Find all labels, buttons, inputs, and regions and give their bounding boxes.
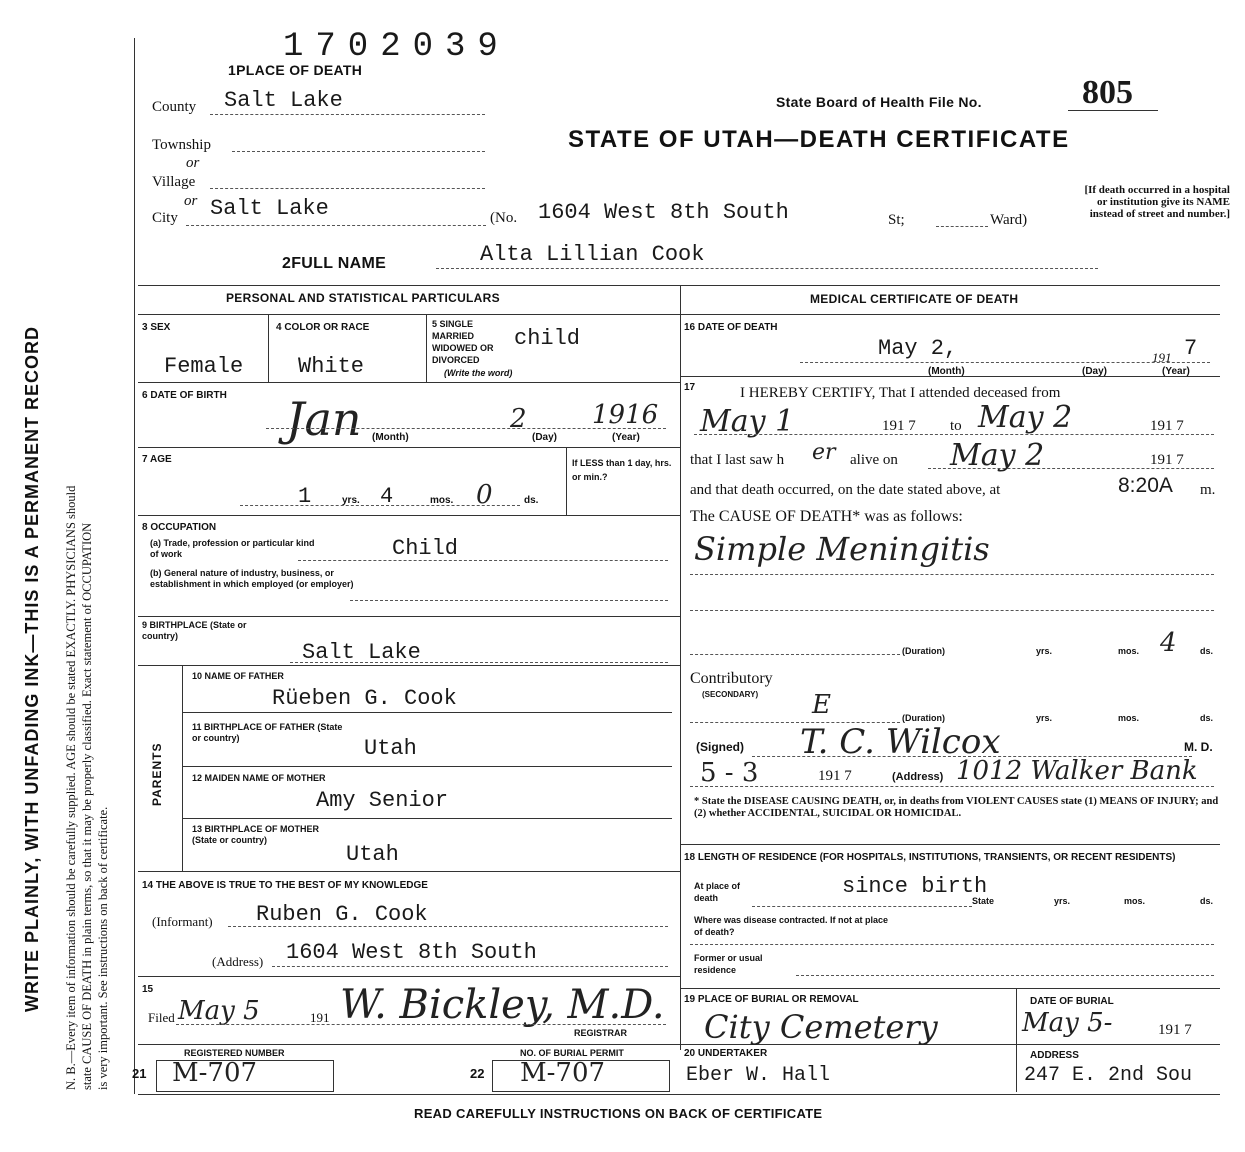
occupation-label: 8 OCCUPATION bbox=[142, 522, 217, 533]
cause-of-death-label: The CAUSE OF DEATH* was as follows: bbox=[690, 508, 963, 525]
burial-year: 191 7 bbox=[1158, 1022, 1192, 1038]
duration-yrs-1: yrs. bbox=[1036, 646, 1053, 656]
margin-rule bbox=[134, 38, 135, 1094]
undertaker-label: 20 UNDERTAKER bbox=[684, 1048, 768, 1059]
personal-heading: PERSONAL AND STATISTICAL PARTICULARS bbox=[226, 291, 500, 305]
attended-to-label: to bbox=[950, 418, 962, 434]
race-label: 4 COLOR OR RACE bbox=[276, 322, 370, 333]
medical-heading: MEDICAL CERTIFICATE OF DEATH bbox=[810, 292, 1019, 306]
file-number: 805 bbox=[1082, 74, 1133, 111]
signed-label: (Signed) bbox=[696, 740, 744, 754]
place-of-death-label: 1PLACE OF DEATH bbox=[228, 62, 363, 78]
burial-date-value: May 5- bbox=[1022, 1008, 1113, 1038]
duration-mos-1: mos. bbox=[1118, 646, 1140, 656]
cause-of-death-value: Simple Meningitis bbox=[694, 530, 990, 568]
age-months: 4 bbox=[380, 484, 394, 509]
burial-place-value: City Cemetery bbox=[704, 1008, 938, 1046]
street-value: 1604 West 8th South bbox=[538, 200, 789, 225]
margin-main-text: WRITE PLAINLY, WITH UNFADING INK—THIS IS A PERMANENT RECORD bbox=[22, 325, 42, 1012]
permit-prefix: 22 bbox=[470, 1066, 485, 1081]
birthplace-label: 9 BIRTHPLACE (State or country) bbox=[142, 620, 247, 641]
physician-signature: T. C. Wilcox bbox=[800, 722, 1001, 762]
physician-address-label: (Address) bbox=[892, 771, 944, 783]
birthplace-value: Salt Lake bbox=[302, 640, 421, 665]
father-name-label: 10 NAME OF FATHER bbox=[192, 671, 284, 681]
city-label: City bbox=[152, 210, 178, 226]
date-of-death-value: May 2, bbox=[878, 336, 958, 361]
footer-instructions: READ CAREFULLY INSTRUCTIONS ON BACK OF CERTIFICATE bbox=[414, 1106, 823, 1121]
village-label: Village bbox=[152, 174, 196, 190]
street-no-label: (No. bbox=[490, 210, 518, 226]
sex-label: 3 SEX bbox=[142, 322, 171, 333]
margin-note-3: is very important. See instructions on back of certificate. bbox=[96, 806, 110, 1090]
county-label: County bbox=[152, 99, 197, 115]
mother-birthplace-label: 13 BIRTHPLACE OF MOTHER (State or country) bbox=[192, 824, 320, 845]
mother-name-label: 12 MAIDEN NAME OF MOTHER bbox=[192, 773, 326, 783]
dob-label: 6 DATE OF BIRTH bbox=[142, 390, 227, 401]
hospital-note: [If death occurred in a hospital or institution give its NAME instead of street and number.] bbox=[1084, 184, 1230, 220]
file-number-label: State Board of Health File No. bbox=[776, 94, 982, 110]
less-than-day: If LESS than 1 day, hrs. or min.? bbox=[572, 458, 672, 482]
duration-ds-2: ds. bbox=[1200, 713, 1214, 723]
certificate-title: STATE OF UTAH—DEATH CERTIFICATE bbox=[568, 126, 1070, 153]
full-name-value: Alta Lillian Cook bbox=[480, 242, 705, 267]
informant-address-label: (Address) bbox=[212, 954, 264, 969]
parents-label: PARENTS bbox=[150, 742, 164, 806]
attended-to-year: 191 7 bbox=[1150, 418, 1184, 434]
township-label: Township bbox=[152, 137, 211, 153]
death-occurred-label: and that death occurred, on the date stated above, at bbox=[690, 482, 1001, 498]
dob-day-caption: (Day) bbox=[532, 432, 558, 443]
physician-address: 1012 Walker Bank bbox=[956, 756, 1198, 786]
informant-label: (Informant) bbox=[152, 914, 213, 929]
ward-label: Ward) bbox=[990, 212, 1028, 228]
margin-note-1: N. B.—Every item of information should be carefully supplied. AGE should be stated EXACTLY. PHYSICIANS should bbox=[64, 485, 78, 1090]
duration-yrs-2: yrs. bbox=[1036, 713, 1053, 723]
cause-note: * State the DISEASE CAUSING DEATH, or, in deaths from VIOLENT CAUSES state (1) MEANS OF INJURY; and (2) whether ACCIDENTAL, SUICIDAL OR HOMICIDAL. bbox=[694, 796, 1219, 819]
marital-value: child bbox=[514, 326, 581, 351]
undertaker-address-value: 247 E. 2nd Sou bbox=[1024, 1064, 1193, 1087]
marital-note: (Write the word) bbox=[444, 368, 513, 378]
age-days: 0 bbox=[476, 480, 493, 510]
informant-value: Ruben G. Cook bbox=[256, 902, 428, 927]
duration-label-2: (Duration) bbox=[902, 713, 945, 723]
filed-number: 15 bbox=[142, 984, 154, 995]
occupation-value: Child bbox=[392, 536, 459, 561]
or-label-1: or bbox=[186, 155, 200, 171]
residence-ds-label: ds. bbox=[1200, 896, 1214, 906]
race-value: White bbox=[298, 354, 365, 379]
father-birthplace-label: 11 BIRTHPLACE OF FATHER (State or country) bbox=[192, 722, 343, 743]
last-saw-pronoun: er bbox=[812, 440, 836, 465]
dob-day: 2 bbox=[510, 404, 527, 434]
filed-year: 191 bbox=[310, 1010, 330, 1025]
registrar-signature: W. Bickley, M.D. bbox=[340, 982, 665, 1028]
duration-label-1: (Duration) bbox=[902, 646, 945, 656]
county-value: Salt Lake bbox=[224, 88, 343, 113]
dob-month: Jan bbox=[286, 392, 362, 446]
residence-state-label: State bbox=[972, 896, 995, 906]
signed-date: 5 - 3 bbox=[700, 758, 759, 788]
occupation-b-label: (b) General nature of industry, business, or establishment in which employed (or employer) bbox=[150, 568, 354, 589]
contributory-label: Contributory bbox=[690, 670, 773, 687]
mother-birthplace-value: Utah bbox=[346, 842, 399, 867]
alive-on-year: 191 7 bbox=[1150, 452, 1184, 468]
mother-name-value: Amy Senior bbox=[316, 788, 449, 813]
duration-mos-2: mos. bbox=[1118, 713, 1140, 723]
alive-on-date: May 2 bbox=[950, 438, 1045, 473]
md-label: M. D. bbox=[1184, 740, 1213, 754]
filed-label: Filed bbox=[148, 1010, 175, 1025]
at-place-label: At place of death bbox=[694, 881, 741, 903]
marital-label: 5 SINGLE MARRIED WIDOWED OR DIVORCED bbox=[432, 319, 494, 365]
burial-date-label: DATE OF BURIAL bbox=[1030, 996, 1114, 1007]
dob-year-caption: (Year) bbox=[612, 432, 640, 443]
burial-permit-number: M-707 bbox=[520, 1058, 606, 1088]
alive-on-label: alive on bbox=[850, 452, 898, 468]
time-m-label: m. bbox=[1200, 482, 1216, 498]
dob-year: 1916 bbox=[592, 400, 659, 430]
registrar-label: REGISTRAR bbox=[574, 1028, 628, 1038]
certify-statement: I HEREBY CERTIFY, That I attended deceased from bbox=[740, 385, 1061, 401]
sex-value: Female bbox=[164, 354, 244, 379]
residence-value: since birth bbox=[842, 874, 988, 899]
item-17-number: 17 bbox=[684, 382, 696, 393]
father-name-value: Rüeben G. Cook bbox=[272, 686, 457, 711]
dod-month-caption: (Month) bbox=[928, 366, 965, 377]
dod-year-suffix: 7 bbox=[1184, 336, 1198, 361]
father-birthplace-value: Utah bbox=[364, 736, 417, 761]
burial-permit-label: NO. OF BURIAL PERMIT bbox=[520, 1048, 624, 1058]
duration-ds-1: ds. bbox=[1200, 646, 1214, 656]
true-statement-label: 14 THE ABOVE IS TRUE TO THE BEST OF MY KNOWLEDGE bbox=[142, 880, 428, 891]
undertaker-address-label: ADDRESS bbox=[1030, 1050, 1079, 1061]
residence-label: 18 LENGTH OF RESIDENCE (FOR HOSPITALS, INSTITUTIONS, TRANSIENTS, OR RECENT RESIDENTS) bbox=[684, 852, 1176, 863]
contributory-mark: E bbox=[812, 690, 831, 720]
dob-month-caption: (Month) bbox=[372, 432, 409, 443]
date-of-death-label: 16 DATE OF DEATH bbox=[684, 322, 778, 333]
certificate-number: 1702039 bbox=[283, 28, 510, 66]
registered-prefix: 21 bbox=[132, 1066, 147, 1081]
age-days-caption: ds. bbox=[524, 495, 539, 506]
filed-date: May 5 bbox=[178, 996, 260, 1026]
age-label: 7 AGE bbox=[142, 454, 172, 465]
age-years: 1 bbox=[298, 484, 312, 509]
occupation-a-label: (a) Trade, profession or particular kind of work bbox=[150, 538, 315, 559]
attended-from-date: May 1 bbox=[700, 404, 795, 439]
where-contracted-label: Where was disease contracted. If not at place of death? bbox=[694, 915, 889, 937]
burial-place-label: 19 PLACE OF BURIAL OR REMOVAL bbox=[684, 994, 859, 1005]
or-label-2: or bbox=[184, 193, 198, 209]
secondary-label: (SECONDARY) bbox=[702, 690, 759, 699]
registered-number-label: REGISTERED NUMBER bbox=[184, 1048, 285, 1058]
attended-from-year: 191 7 bbox=[882, 418, 916, 434]
residence-yrs-label: yrs. bbox=[1054, 896, 1071, 906]
attended-to-date: May 2 bbox=[978, 400, 1073, 435]
age-years-caption: yrs. bbox=[342, 495, 360, 506]
former-residence-label: Former or usual residence bbox=[694, 953, 763, 975]
margin-note-2: state CAUSE OF DEATH in plain terms, so that it may be properly classified. Exact statement of OCCUPATION bbox=[80, 522, 94, 1090]
street-label: St; bbox=[888, 212, 905, 228]
undertaker-value: Eber W. Hall bbox=[686, 1064, 831, 1087]
last-saw-label: that I last saw h bbox=[690, 452, 785, 468]
signed-year: 191 7 bbox=[818, 768, 852, 784]
full-name-label: 2FULL NAME bbox=[282, 255, 387, 272]
dod-day-caption: (Day) bbox=[1082, 366, 1108, 377]
duration-months-value: 4 bbox=[1160, 628, 1177, 658]
dod-year-prefix: 191 bbox=[1152, 350, 1172, 365]
dod-year-caption: (Year) bbox=[1162, 366, 1190, 377]
age-months-caption: mos. bbox=[430, 495, 454, 506]
informant-address-value: 1604 West 8th South bbox=[286, 940, 537, 965]
city-value: Salt Lake bbox=[210, 196, 329, 221]
residence-mos-label: mos. bbox=[1124, 896, 1146, 906]
death-time: 8:20A bbox=[1118, 474, 1173, 497]
registered-number: M-707 bbox=[172, 1058, 258, 1088]
